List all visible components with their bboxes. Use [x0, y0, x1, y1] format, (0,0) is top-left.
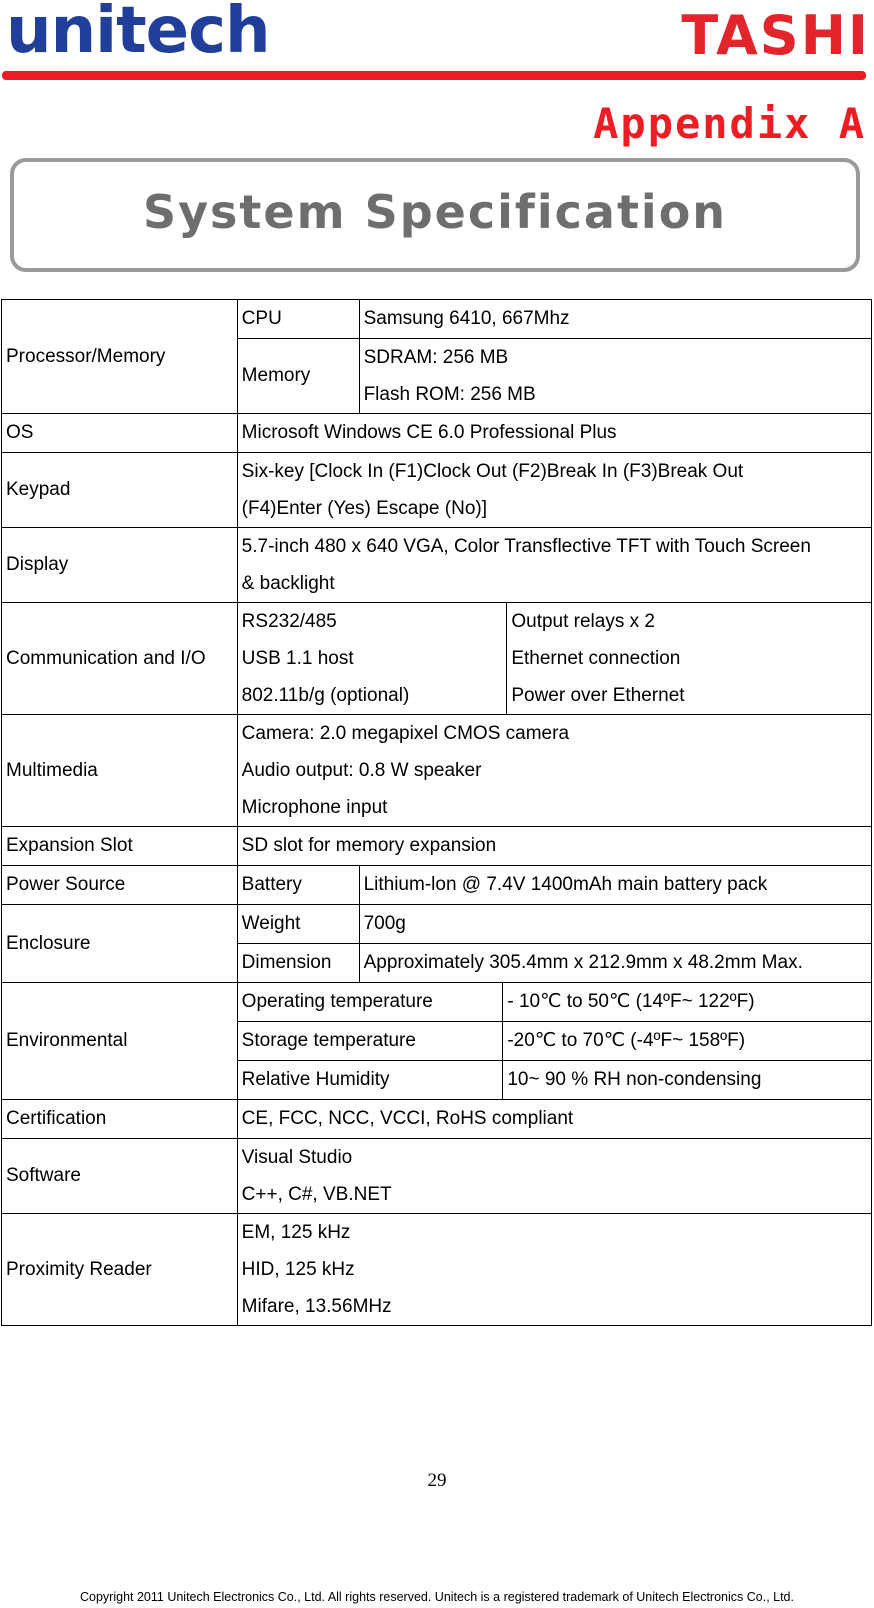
keypad-line: Six-key [Clock In (F1)Clock Out (F2)Break In (F3)Break Out: [241, 461, 744, 482]
multimedia-line: Microphone input: [241, 797, 388, 818]
memory-label: Memory: [237, 339, 359, 414]
tashi-logo: TASHI: [681, 4, 870, 67]
proximity-line: Mifare, 13.56MHz: [241, 1296, 392, 1317]
cpu-label: CPU: [237, 300, 359, 339]
table-row: [2, 300, 872, 339]
table-row: [2, 414, 872, 453]
page-title: System Specification: [142, 185, 728, 239]
table-row: [2, 603, 872, 715]
table-row: [2, 528, 872, 603]
storage-temp-value: -20℃ to 70℃ (-4ºF~ 158ºF): [503, 1022, 872, 1061]
table-row: [2, 1100, 872, 1139]
keypad-line: (F4)Enter (Yes) Escape (No)]: [241, 498, 487, 519]
multimedia-line: Camera: 2.0 megapixel CMOS camera: [241, 723, 570, 744]
row-label-display: Display: [2, 528, 238, 603]
copyright-notice: Copyright 2011 Unitech Electronics Co., Ltd. All rights reserved. Unitech is a registered trademark of Unitech Electronics Co., Ltd.: [80, 1590, 794, 1604]
table-row: [2, 866, 872, 905]
table-row: [2, 905, 872, 944]
row-label-certification: Certification: [2, 1100, 238, 1139]
row-label-environmental: Environmental: [2, 983, 238, 1100]
table-row: [2, 983, 872, 1022]
unitech-logo: unitech: [6, 0, 270, 68]
display-line: 5.7-inch 480 x 640 VGA, Color Transflective TFT with Touch Screen: [241, 536, 811, 557]
row-label-software: Software: [2, 1139, 238, 1214]
row-label-enclosure: Enclosure: [2, 905, 238, 983]
row-label-os: OS: [2, 414, 238, 453]
header-divider: [2, 71, 866, 80]
humidity-label: Relative Humidity: [237, 1061, 503, 1100]
comm-line: Power over Ethernet: [511, 685, 685, 706]
row-label-comm: Communication and I/O: [2, 603, 238, 715]
os-value: Microsoft Windows CE 6.0 Professional Plus: [237, 414, 871, 453]
expansion-value: SD slot for memory expansion: [237, 827, 871, 866]
comm-line: RS232/485: [241, 611, 337, 632]
row-label-processor: Processor/Memory: [2, 300, 238, 414]
table-row: [2, 1214, 872, 1326]
certification-value: CE, FCC, NCC, VCCI, RoHS compliant: [237, 1100, 871, 1139]
memory-line: SDRAM: 256 MB: [363, 347, 509, 368]
display-line: & backlight: [241, 573, 335, 594]
table-row: [2, 1139, 872, 1214]
row-label-expansion: Expansion Slot: [2, 827, 238, 866]
row-label-power: Power Source: [2, 866, 238, 905]
battery-value: Lithium-lon @ 7.4V 1400mAh main battery pack: [359, 866, 871, 905]
comm-line: USB 1.1 host: [241, 648, 354, 669]
table-row: [2, 453, 872, 528]
page-number: 29: [427, 1470, 447, 1491]
software-line: C++, C#, VB.NET: [241, 1184, 392, 1205]
table-row: [2, 827, 872, 866]
software-line: Visual Studio: [241, 1147, 353, 1168]
software-value: [237, 1139, 871, 1214]
dimension-label: Dimension: [237, 944, 359, 983]
proximity-line: EM, 125 kHz: [241, 1222, 351, 1243]
row-label-proximity: Proximity Reader: [2, 1214, 238, 1326]
row-label-multimedia: Multimedia: [2, 715, 238, 827]
comm-right-value: [507, 603, 872, 715]
proximity-value: [237, 1214, 871, 1326]
comm-left-value: [237, 603, 507, 715]
weight-label: Weight: [237, 905, 359, 944]
comm-line: Output relays x 2: [511, 611, 655, 632]
comm-line: 802.11b/g (optional): [241, 685, 410, 706]
spec-table: [1, 299, 872, 1326]
appendix-heading: Appendix A: [593, 99, 866, 148]
dimension-value: Approximately 305.4mm x 212.9mm x 48.2mm Max.: [359, 944, 871, 983]
op-temp-label: Operating temperature: [237, 983, 503, 1022]
proximity-line: HID, 125 kHz: [241, 1259, 355, 1280]
multimedia-value: [237, 715, 871, 827]
humidity-value: 10~ 90 % RH non-condensing: [503, 1061, 872, 1100]
table-row: [2, 715, 872, 827]
row-label-keypad: Keypad: [2, 453, 238, 528]
weight-value: 700g: [359, 905, 871, 944]
memory-value: [359, 339, 871, 414]
multimedia-line: Audio output: 0.8 W speaker: [241, 760, 482, 781]
cpu-value: Samsung 6410, 667Mhz: [359, 300, 871, 339]
battery-label: Battery: [237, 866, 359, 905]
op-temp-value: - 10℃ to 50℃ (14ºF~ 122ºF): [503, 983, 872, 1022]
storage-temp-label: Storage temperature: [237, 1022, 503, 1061]
memory-line: Flash ROM: 256 MB: [363, 384, 536, 405]
title-box: [10, 158, 860, 272]
comm-line: Ethernet connection: [511, 648, 681, 669]
keypad-value: [237, 453, 871, 528]
display-value: [237, 528, 871, 603]
